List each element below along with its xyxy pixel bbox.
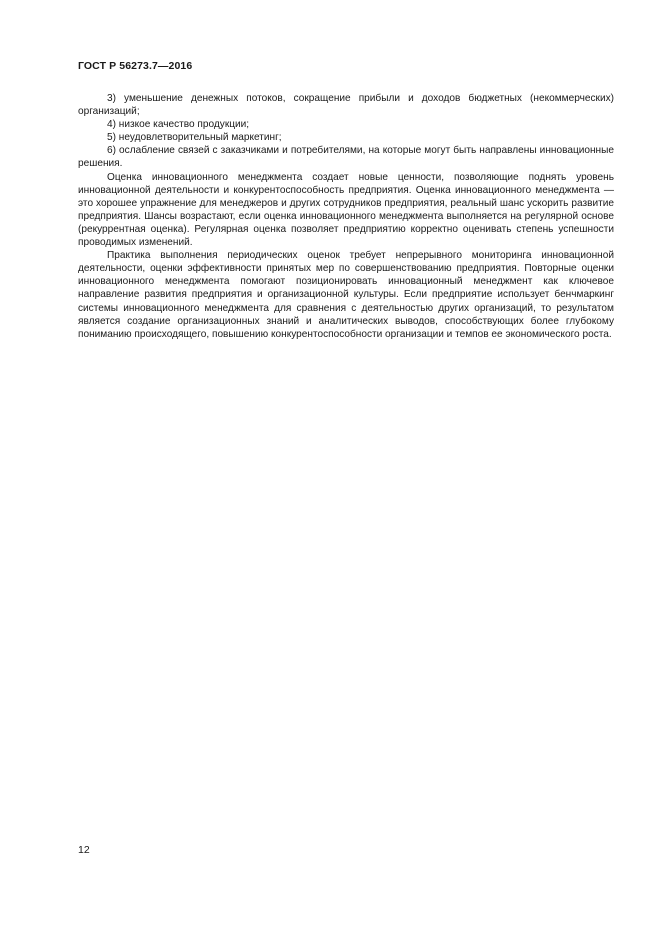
list-item: 5) неудовлетворительный маркетинг; [107, 132, 282, 144]
list-item: 3) уменьшение денежных потоков, сокращение прибыли и доходов бюджетных (некоммерческих) организаций; [78, 93, 614, 118]
list-item: 6) ослабление связей с заказчиками и потребителями, на которые могут быть направлены инновационные решения. [78, 145, 614, 170]
body-paragraph: Оценка инновационного менеджмента создает новые ценности, позволяющие поднять уровень инновационной деятельности и конкурентоспособность предприятия. Оценка инновационного менеджмента — это хорошее упражнение для менеджеров и других сотрудников предприятия, реальный шанс ускорить развитие предприятия. Шансы возрастают, если оценка инновационного менеджмента выполняется на регулярной основе (рекуррентная оценка). Регулярная оценка позволяет предприятию корректно оценивать степень успешности проводимых изменений. [78, 171, 614, 249]
document-body [78, 92, 614, 341]
document-header: ГОСТ Р 56273.7—2016 [78, 60, 193, 72]
body-paragraph: Практика выполнения периодических оценок требует непрерывного мониторинга инновационной деятельности, оценки эффективности принятых мер по совершенствованию предприятия. Повторные оценки инновационного менеджмента помогают позиционировать инновационный менеджмент как ключевое направление развития предприятия и организационной культуры. Если предприятие использует бенчмаркинг системы инновационного менеджмента для сравнения с деятельностью других организаций, то результатом является создание организационных знаний и аналитических выводов, способствующих более глубокому пониманию происходящего, повышению конкурентоспособности организации и темпов ее экономического роста. [78, 250, 614, 340]
page-number: 12 [78, 844, 90, 856]
list-item: 4) низкое качество продукции; [107, 119, 250, 131]
